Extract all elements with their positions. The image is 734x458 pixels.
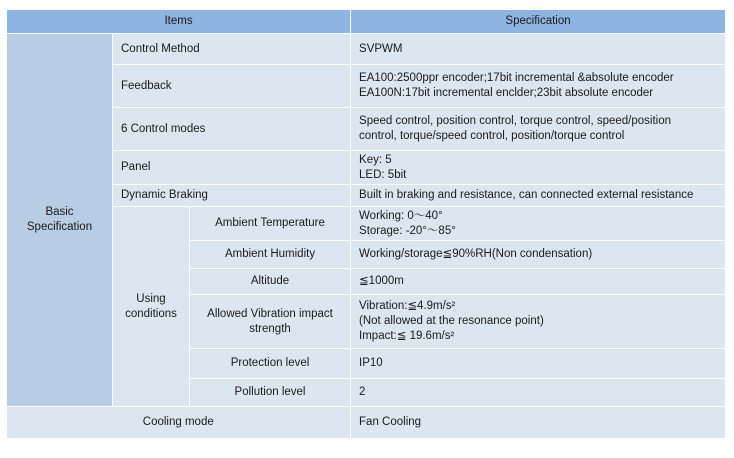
table-row <box>7 407 726 439</box>
value-dynamic-braking: Built in braking and resistance, can connected external resistance <box>351 185 726 207</box>
value-pollution-level: 2 <box>351 379 726 407</box>
value-line: Impact:≦ 19.6m/s² <box>359 330 455 342</box>
value-line: control, torque/speed control, position/torque control <box>359 130 625 142</box>
value-altitude: ≦1000m <box>351 269 726 295</box>
value-vibration <box>351 295 726 349</box>
value-line: Key: 5 <box>359 153 392 166</box>
group-basic-specification <box>7 34 113 407</box>
group-label-line2: Specification <box>26 221 93 233</box>
value-line: (Not allowed at the resonance point) <box>359 315 544 327</box>
value-panel <box>351 151 726 185</box>
value-line: Speed control, position control, torque control, speed/position <box>359 115 672 127</box>
label-cooling-mode: Cooling mode <box>7 407 351 439</box>
value-line: Storage: -20°～85° <box>359 224 456 237</box>
header-specification: Specification <box>351 10 726 34</box>
value-line: EA100N:17bit incremental enclder;23bit absolute encoder <box>359 87 654 99</box>
header-items: Items <box>7 10 351 34</box>
label-altitude: Altitude <box>190 269 351 295</box>
value-ambient-temperature <box>351 207 726 241</box>
value-control-method: SVPWM <box>351 34 726 65</box>
label-line: conditions <box>125 307 177 320</box>
value-ambient-humidity: Working/storage≦90%RH(Non condensation) <box>351 241 726 269</box>
table-row <box>7 207 726 241</box>
label-line: Using <box>136 292 166 305</box>
label-line: Allowed Vibration impact <box>207 307 333 320</box>
group-label-line1: Basic <box>45 206 74 218</box>
label-dynamic-braking: Dynamic Braking <box>113 185 351 207</box>
label-pollution-level: Pollution level <box>190 379 351 407</box>
table-row <box>7 65 726 108</box>
value-line: Vibration:≦4.9m/s² <box>359 300 456 312</box>
value-line: EA100:2500ppr encoder;17bit incremental &absolute encoder <box>359 72 674 84</box>
table-row <box>7 108 726 151</box>
specification-table <box>6 9 726 439</box>
header-row <box>7 10 726 34</box>
label-control-method: Control Method <box>113 34 351 65</box>
label-using-conditions <box>113 207 190 407</box>
value-cooling-mode: Fan Cooling <box>351 407 726 439</box>
label-feedback: Feedback <box>113 65 351 108</box>
label-panel: Panel <box>113 151 351 185</box>
label-control-modes: 6 Control modes <box>113 108 351 151</box>
value-feedback <box>351 65 726 108</box>
value-line: Working: 0～40° <box>359 209 443 222</box>
table-row <box>7 34 726 65</box>
label-vibration <box>190 295 351 349</box>
value-protection-level: IP10 <box>351 349 726 379</box>
value-line: LED: 5bit <box>359 168 407 181</box>
value-control-modes <box>351 108 726 151</box>
label-protection-level: Protection level <box>190 349 351 379</box>
label-line: strength <box>249 322 291 335</box>
label-ambient-temperature: Ambient Temperature <box>190 207 351 241</box>
table-row <box>7 185 726 207</box>
label-ambient-humidity: Ambient Humidity <box>190 241 351 269</box>
table-row <box>7 151 726 185</box>
